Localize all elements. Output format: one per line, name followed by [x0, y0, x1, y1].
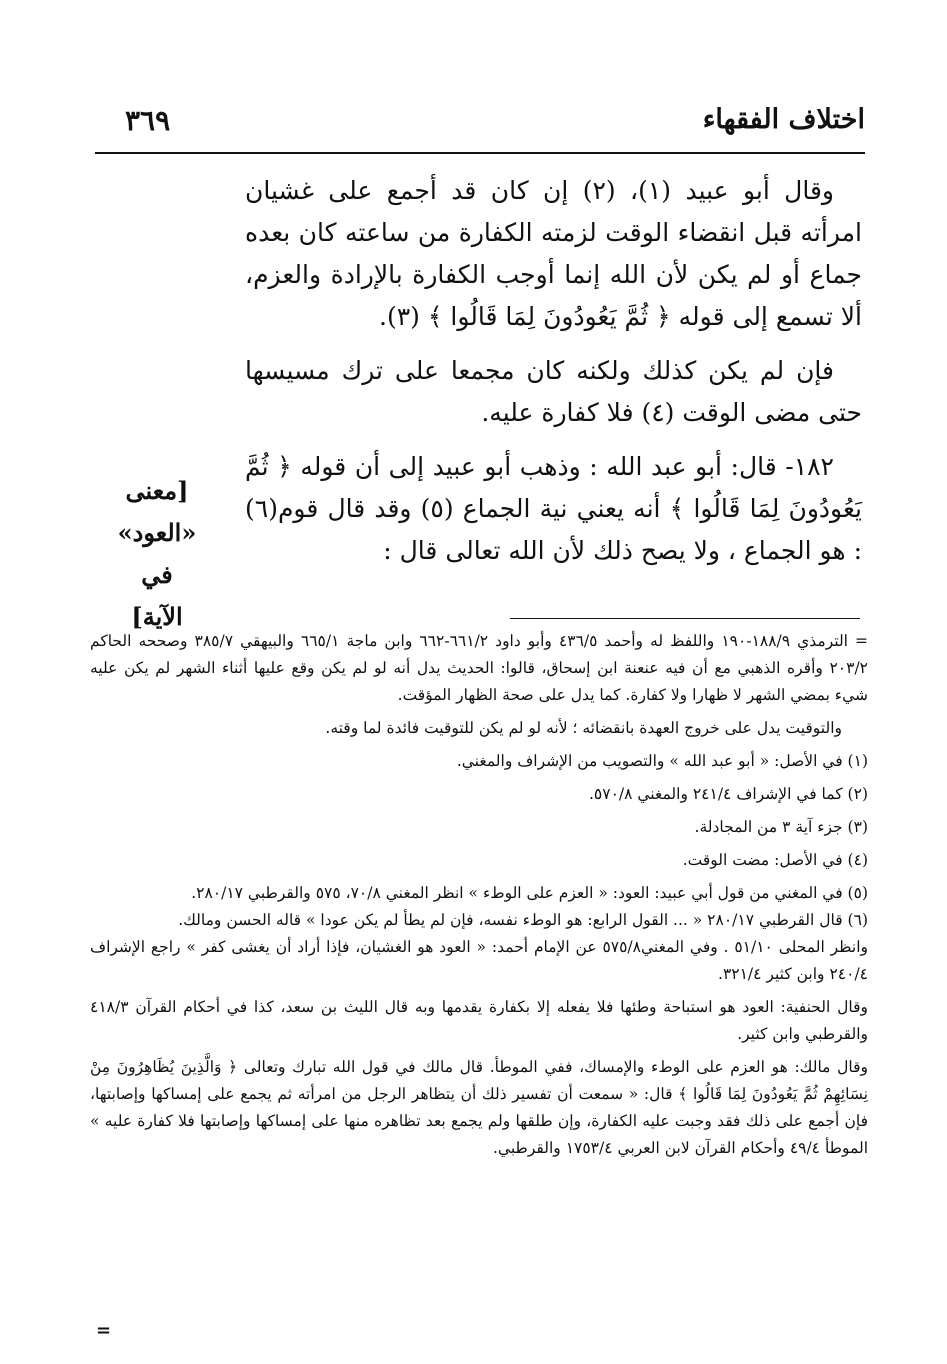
main-text	[245, 170, 862, 572]
footnotes	[90, 628, 868, 1162]
side-heading	[112, 470, 202, 638]
book-title: اختلاف الفقهاء	[702, 104, 865, 135]
side-heading-line-1: [معنى	[125, 476, 189, 505]
page-header	[95, 96, 865, 146]
header-rule	[95, 152, 865, 154]
footnote-3: (٣) جزء آية ٣ من المجادلة.	[694, 818, 868, 836]
paragraph-2: فإن لم يكن كذلك ولكنه كان مجمعا على ترك مسيسها حتى مضى الوقت (٤) فلا كفارة عليه.	[245, 356, 862, 427]
footnote-1: (١) في الأصل: « أبو عبد الله » والتصويب من الإشراف والمغني.	[456, 752, 868, 770]
footnote-6-part-3: وقال الحنفية: العود هو استباحة وطئها فلا يفعله إلا بكفارة يقدمها وبه قال الليث بن سعد، كذا في أحكام القرآن ٤١٨/٣ والقرطبي وابن كثير.	[90, 998, 868, 1043]
footnote-4: (٤) في الأصل: مضت الوقت.	[682, 851, 868, 869]
paragraph-3: ١٨٢- قال: أبو عبد الله : وذهب أبو عبيد إلى أن قوله ﴿ ثُمَّ يَعُودُونَ لِمَا قَالُوا ﴾ أنه يعني نية الجماع (٥) وقد قال قوم(٦) : هو الجماع ، ولا يصح ذلك لأن الله تعالى قال :	[245, 452, 862, 565]
page-number: ٣٦٩	[125, 104, 171, 137]
footnote-2: (٢) كما في الإشراف ٢٤١/٤ والمغني ٥٧٠/٨.	[588, 785, 868, 803]
footnote-6: (٦) قال القرطبي ٢٨٠/١٧ « ... القول الرابع: هو الوطء نفسه، فإن لم يطأ لم يكن عودا » قاله الحسن ومالك.	[178, 911, 868, 929]
footnote-continuation-2: والتوقيت يدل على خروج العهدة بانقضائه ؛ لأنه لو لم يكن للتوقيت فائدة لما وقته.	[325, 719, 842, 737]
side-heading-line-2: «العود» في	[117, 518, 197, 589]
footnote-divider	[510, 618, 860, 619]
footnote-5: (٥) في المغني من قول أبي عبيد: العود: « العزم على الوطء » انظر المغني ٧٠/٨، ٥٧٥ والقرطبي ٢٨٠/١٧.	[191, 884, 868, 902]
side-heading-line-3: الآية]	[131, 602, 183, 631]
paragraph-1: وقال أبو عبيد (١)، (٢) إن كان قد أجمع على غشيان امرأته قبل انقضاء الوقت لزمته الكفارة من ساعته كان بعده جماع أو لم يكن لأن الله إنما أوجب الكفارة بالإرادة والعزم، ألا تسمع إلى قوله ﴿ ثُمَّ يَعُودُونَ لِمَا قَالُوا ﴾ (٣).	[245, 176, 862, 331]
footnote-6-part-2: وانظر المحلى ٥١/١٠ . وفي المغني٥٧٥/٨ عن الإمام أحمد: « العود هو الغشيان، فإذا أراد أن يغشى كفر » راجع الإشراف ٢٤٠/٤ وابن كثير ٣٢١/٤.	[90, 938, 868, 983]
footnote-6-part-4: وقال مالك: هو العزم على الوطء والإمساك، ففي الموطأ. قال مالك في قول الله تبارك وتعالى ﴿ وَالَّذِينَ يُظَاهِرُونَ مِنْ نِسَائِهِمْ ثُمَّ يَعُودُونَ لِمَا قَالُوا ﴾ قال: « سمعت أن تفسير ذلك أن يتظاهر الرجل من امرأته ثم يجمع على إمساكها وإصابتها، فإن أجمع على ذلك فقد وجبت عليه الكفارة، وإن طلقها ولم يجمع بعد تظاهره منها على إمساكها وإصابتها فلا كفارة عليه » الموطأ ٤٩/٤ وأحكام القرآن لابن العربي ١٧٥٣/٤ والقرطبي.	[90, 1058, 868, 1157]
footnote-continuation: = الترمذي ١٨٨/٩-١٩٠ واللفظ له وأحمد ٤٣٦/٥ وأبو داود ٦٦١/٢-٦٦٢ وابن ماجة ٦٦٥/١ والبيهقي ٣٨٥/٧ وصححه الحاكم ٢٠٣/٢ وأقره الذهبي مع أن فيه عنعنة ابن إسحاق، قالوا: الحديث يدل أنه لو لم يكن وقع عليها أثناء الشهر لم يكن عليه شيء بمضي الشهر لا ظهارا ولا كفارة. كما يدل على صحة الظهار المؤقت.	[90, 632, 868, 704]
continuation-mark: =	[96, 1320, 112, 1341]
